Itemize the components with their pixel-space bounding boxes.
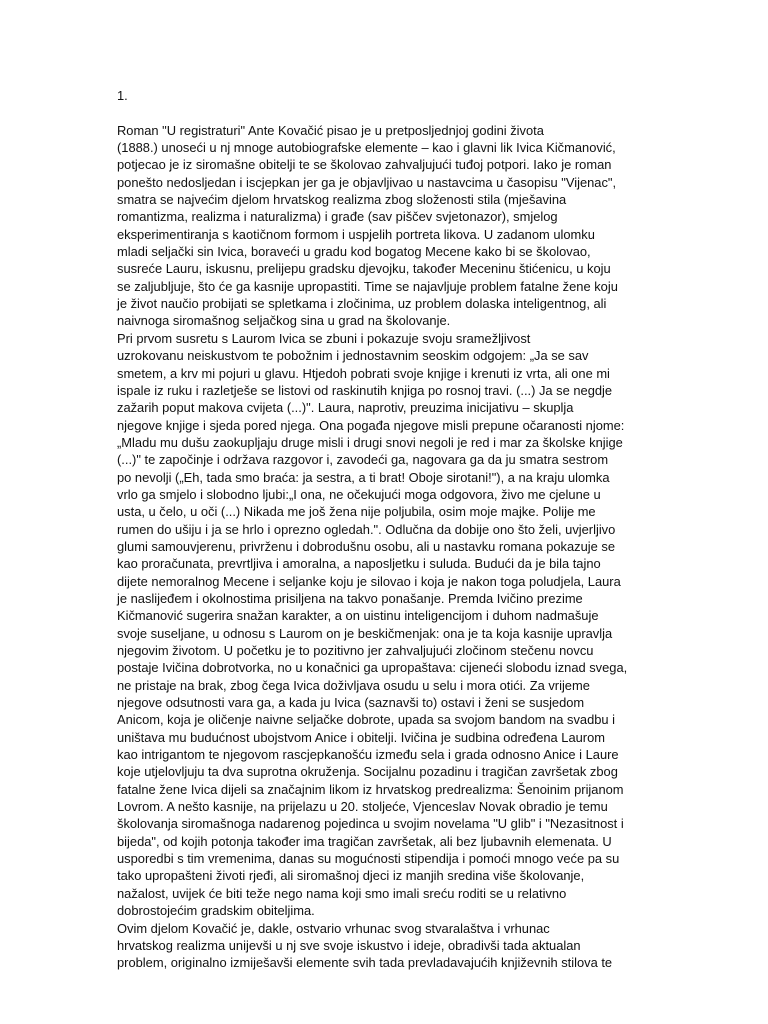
text-line: ponešto nedosljedan i iscjepkan jer ga je objavljivao u nastavcima u časopisu "Vijenac",	[117, 174, 617, 190]
text-line: Kičmanović sugerira snažan karakter, a on uistinu inteligencijom i duhom nadmašuje	[117, 608, 599, 624]
text-line: po nevolji („Eh, tada smo braća: ja sestra, a ti brat! Oboje sirotani!"), a na kraju ulomka	[117, 469, 610, 485]
text-line: zažarih poput makova cvijeta (...)". Laura, naprotiv, preuzima inicijativu – skuplja	[117, 400, 574, 416]
text-line: potjecao je iz siromašne obitelji te se školovao zahvaljujući tuđoj potpori. Iako je roman	[117, 157, 612, 173]
text-line: hrvatskog realizma unijevši u nj sve svoje iskustvo i ideje, obradivši tada aktualan	[117, 937, 581, 953]
text-line: koje utjelovljuju ta dva suprotna okruženja. Socijalnu pozadinu i tragičan završetak zbog	[117, 764, 618, 780]
text-line: (...)" te započinje i održava razgovor i, zavodeći ga, nagovara ga da ju smatra sestrom	[117, 452, 609, 468]
text-line: Roman "U registraturi" Ante Kovačić pisao je u pretposljednjoj godini života	[117, 122, 544, 138]
text-line: nažalost, uvijek će biti teže nego nama koji smo imali sreću roditi se u relativno	[117, 885, 567, 901]
document-page	[117, 87, 633, 972]
text-line: Anicom, koja je oličenje naivne seljačke dobrote, upada sa svojom bandom na svadbu i	[117, 712, 616, 728]
text-line: eksperimentiranja s kaotičnom formom i uspjelih portreta likova. U zadanom ulomku	[117, 226, 595, 242]
text-line: problem, originalno izmiješavši elemente svih tada prevladavajućih književnih stilova te	[117, 955, 613, 971]
text-line: romantizma, realizma i naturalizma) i građe (sav piščev svjetonazor), smjelog	[117, 209, 558, 225]
text-line: uzrokovanu neiskustvom te pobožnim i jednostavnim seoskim odgojem: „Ja se sav	[117, 348, 589, 364]
text-line: fatalne žene Ivica dijeli sa značajnim likom iz hrvatskog predrealizma: Šenoinim prijanom	[117, 781, 624, 797]
text-line: svoje suseljane, u odnosu s Laurom on je beskičmenjak: ona je ta koja kasnije upravlja	[117, 625, 613, 641]
text-line: postaje Ivičina dobrotvorka, no u konačnici ga upropaštava: cijeneći slobodu iznad svega,	[117, 660, 628, 676]
text-line: rumen do ušiju i ja se hrlo i oprezno ogledah.". Odlučna da dobije ono što želi, uvjerljivo	[117, 521, 616, 537]
text-line: susreće Lauru, iskusnu, prelijepu gradsku djevojku, također Meceninu štićenicu, u koju	[117, 261, 611, 277]
text-line: kao intrigantom te njegovom rascjepkanošću između sela i grada odnosno Anice i Laure	[117, 747, 619, 763]
text-line: smatra se najvećim djelom hrvatskog realizma zbog složenosti stila (mješavina	[117, 192, 567, 208]
text-line: dijete nemoralnog Mecene i seljanke koju je silovao i koja je nakon toga poludjela, Laura	[117, 573, 621, 589]
essay-body	[117, 122, 633, 972]
text-line: Pri prvom susretu s Laurom Ivica se zbuni i pokazuje svoju sramežljivost	[117, 330, 531, 346]
text-line: vrlo ga smjelo i slobodno ljubi:„I ona, ne očekujući moga odgovora, živo me cjelune u	[117, 486, 601, 502]
text-line: je život naučio probijati se spletkama i zločinima, uz problem dolaska inteligentnog, ali	[117, 296, 607, 312]
text-line: ispale iz ruku i razletješe se listovi od raskinutih knjiga po rosnoj travi. (...) Ja se negdje	[117, 382, 613, 398]
section-number: 1.	[117, 88, 128, 103]
text-line: se zaljubljuje, što će ga kasnije upropastiti. Time se najavljuje problem fatalne žene koju	[117, 278, 618, 294]
text-line: njegove odsutnosti vara ga, a kada ju Ivica (saznavši to) ostavi i ženi se susjedom	[117, 695, 585, 711]
text-line: dobrostojećim gradskim obiteljima.	[117, 903, 315, 919]
text-line: njegove knjige i sjeda pored njega. Ona pogađa njegove misli prepune očaranosti njome:	[117, 417, 625, 433]
text-line: tako upropašteni životi rjeđi, ali siromašnoj djeci iz manjih sredina više školovanje,	[117, 868, 585, 884]
text-line: smetem, a krv mi pojuri u glavu. Htjedoh pobrati svoje knjige i krenuti iz vrta, ali one mi	[117, 365, 610, 381]
text-line: naivnoga siromašnog seljačkog sina u grad na školovanje.	[117, 313, 451, 329]
text-line: školovanja siromašnoga nadarenog pojedinca u svojim novelama "U glib" i "Nezasitnost i	[117, 816, 624, 832]
text-line: Lovrom. A nešto kasnije, na prijelazu u 20. stoljeće, Vjenceslav Novak obradio je temu	[117, 799, 608, 815]
text-line: usporedbi s tim vremenima, danas su mogućnosti stipendija i pomoći mnogo veće pa su	[117, 851, 620, 867]
text-line: Ovim djelom Kovačić je, dakle, ostvario vrhunac svog stvaralaštva i vrhunac	[117, 920, 550, 936]
text-line: usta, u čelo, u oči (...) Nikada me još žena nije poljubila, osim moje majke. Polije me	[117, 504, 596, 520]
text-line: „Mladu mu dušu zaokupljaju druge misli i drugi snovi negoli je red i mar za školske knjige	[117, 434, 623, 450]
text-line: njegovim životom. U početku je to pozitivno jer zahvaljujući zločinom stečenu novcu	[117, 643, 594, 658]
text-line: uništava mu budućnost ubojstvom Anice i obitelji. Ivičina je sudbina određena Laurom	[117, 729, 605, 745]
text-line: glumi samouvjerenu, privrženu i dobrodušnu osobu, ali u nastavku romana pokazuje se	[117, 538, 616, 554]
text-line: (1888.) unoseći u nj mnoge autobiografske elemente – kao i glavni lik Ivica Kičmanović,	[117, 140, 616, 156]
text-line: mladi seljački sin Ivica, boraveći u gradu kod bogatog Mecene kako bi se školovao,	[117, 244, 591, 260]
text-line: kao proračunata, prevrtljiva i amoralna, a naposljetku i suluda. Budući da je bila tajno	[117, 556, 601, 572]
text-line: je naslijeđem i okolnostima prisiljena na takvo ponašanje. Premda Ivičino prezime	[117, 590, 583, 606]
text-line: bijeda", od kojih potonja također ima tragičan završetak, ali bez ljubavnih elemenata. U	[117, 833, 612, 849]
text-line: ne pristaje na brak, zbog čega Ivica doživljava osudu u selu i mora otići. Za vrijeme	[117, 677, 590, 693]
